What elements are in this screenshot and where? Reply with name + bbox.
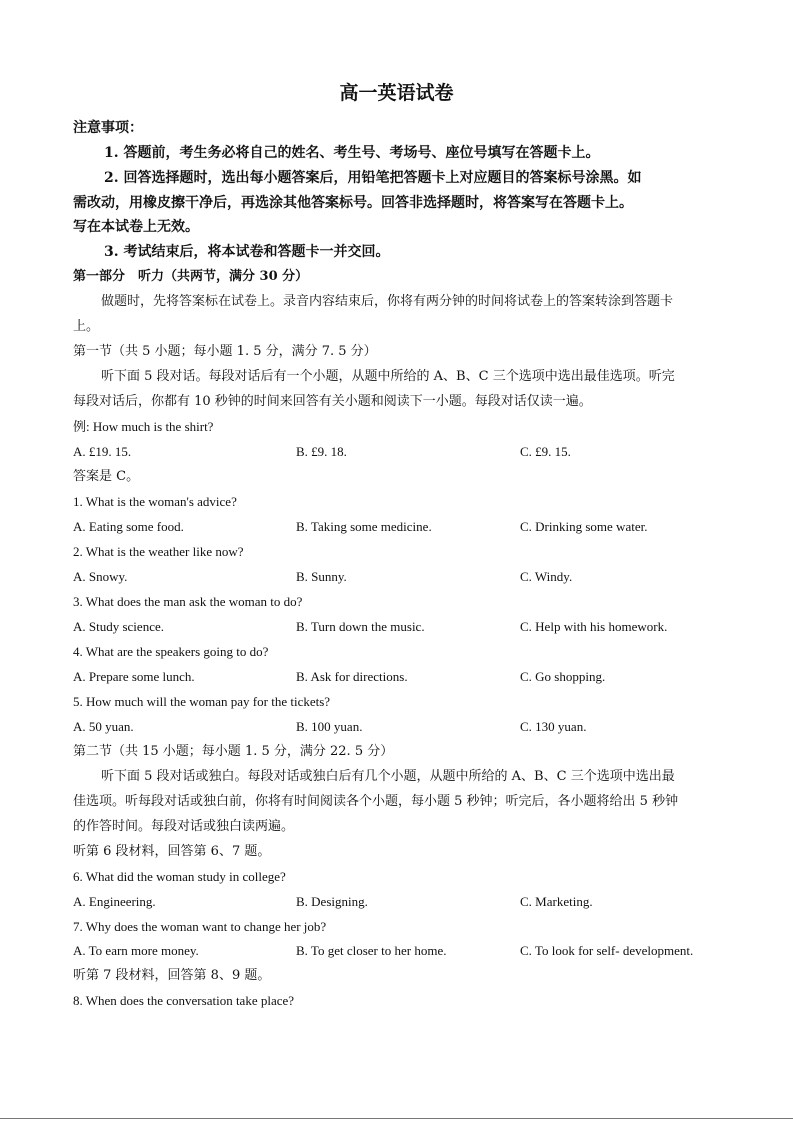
material-6-instruction: 听第 6 段材料，回答第 6、7 题。 [73, 844, 271, 859]
page-title: 高一英语试卷 [339, 82, 454, 104]
section2-intro-line-1: 听下面 5 段对话或独白。每段对话或独白后有几个小题，从题中所给的 A、B、C 三个选项中选出最 [101, 769, 675, 784]
question-2: 2. What is the weather like now? [73, 544, 244, 559]
question-4: 4. What are the speakers going to do? [73, 644, 269, 659]
question-5-option-c: C. 130 yuan. [520, 719, 587, 734]
part1-heading: 第一部分 听力（共两节，满分 30 分） [73, 269, 309, 284]
question-2-option-c: C. Windy. [520, 569, 573, 584]
notice-item-1: 1. 答题前，考生务必将自己的姓名、考生号、考场号、座位号填写在答题卡上。 [104, 145, 600, 161]
question-7-option-a: A. To earn more money. [73, 943, 199, 958]
section1-intro-line-2: 每段对话后，你都有 10 秒钟的时间来回答有关小题和阅读下一小题。每段对话仅读一遍。 [73, 394, 592, 409]
question-6: 6. What did the woman study in college? [73, 869, 286, 884]
section2-heading: 第二节（共 15 小题；每小题 1. 5 分，满分 22. 5 分） [73, 744, 394, 759]
question-1-option-c: C. Drinking some water. [520, 519, 648, 534]
question-3: 3. What does the man ask the woman to do? [73, 594, 303, 609]
page-bottom-rule [0, 1118, 793, 1119]
question-2-option-b: B. Sunny. [296, 569, 347, 584]
notice-item-2-line-1: 2. 回答选择题时，选出每小题答案后，用铅笔把答题卡上对应题目的答案标号涂黑。如 [104, 170, 642, 186]
question-6-option-b: B. Designing. [296, 894, 368, 909]
question-1-option-b: B. Taking some medicine. [296, 519, 432, 534]
question-6-option-a: A. Engineering. [73, 894, 156, 909]
section2-intro-line-2: 佳选项。听每段对话或独白前，你将有时间阅读各个小题，每小题 5 秒钟；听完后，各小题将给出 5 秒钟 [73, 794, 679, 809]
notice-item-2-line-3: 写在本试卷上无效。 [73, 219, 199, 235]
question-2-option-a: A. Snowy. [73, 569, 128, 584]
question-4-option-a: A. Prepare some lunch. [73, 669, 195, 684]
question-5-option-b: B. 100 yuan. [296, 719, 363, 734]
part1-intro-line-2: 上。 [73, 319, 100, 334]
material-7-instruction: 听第 7 段材料，回答第 8、9 题。 [73, 968, 271, 983]
question-1-option-a: A. Eating some food. [73, 519, 184, 534]
notice-heading: 注意事项： [73, 120, 143, 136]
part1-intro-line-1: 做题时，先将答案标在试卷上。录音内容结束后，你将有两分钟的时间将试卷上的答案转涂到答题卡 [101, 294, 674, 309]
section1-intro-line-1: 听下面 5 段对话。每段对话后有一个小题，从题中所给的 A、B、C 三个选项中选出最佳选项。听完 [101, 369, 675, 384]
question-5: 5. How much will the woman pay for the tickets? [73, 694, 331, 709]
question-7-option-c: C. To look for self- development. [520, 943, 694, 958]
question-3-option-a: A. Study science. [73, 619, 164, 634]
example-option-c: C. £9. 15. [520, 444, 571, 459]
section2-intro-line-3: 的作答时间。每段对话或独白读两遍。 [73, 819, 295, 834]
example-option-b: B. £9. 18. [296, 444, 347, 459]
question-6-option-c: C. Marketing. [520, 894, 593, 909]
question-1: 1. What is the woman's advice? [73, 494, 237, 509]
question-5-option-a: A. 50 yuan. [73, 719, 134, 734]
question-3-option-c: C. Help with his homework. [520, 619, 668, 634]
question-7-option-b: B. To get closer to her home. [296, 943, 447, 958]
notice-item-3: 3. 考试结束后，将本试卷和答题卡一并交回。 [104, 244, 390, 260]
example-answer: 答案是 C。 [73, 469, 140, 484]
question-7: 7. Why does the woman want to change her job? [73, 919, 327, 934]
example-question: 例: How much is the shirt? [73, 419, 214, 434]
section1-heading: 第一节（共 5 小题；每小题 1. 5 分，满分 7. 5 分） [73, 344, 377, 359]
notice-item-2-line-2: 需改动，用橡皮擦干净后，再选涂其他答案标号。回答非选择题时，将答案写在答题卡上。 [73, 195, 633, 211]
question-3-option-b: B. Turn down the music. [296, 619, 425, 634]
example-option-a: A. £19. 15. [73, 444, 132, 459]
question-4-option-c: C. Go shopping. [520, 669, 606, 684]
question-4-option-b: B. Ask for directions. [296, 669, 408, 684]
question-8: 8. When does the conversation take place? [73, 993, 295, 1008]
